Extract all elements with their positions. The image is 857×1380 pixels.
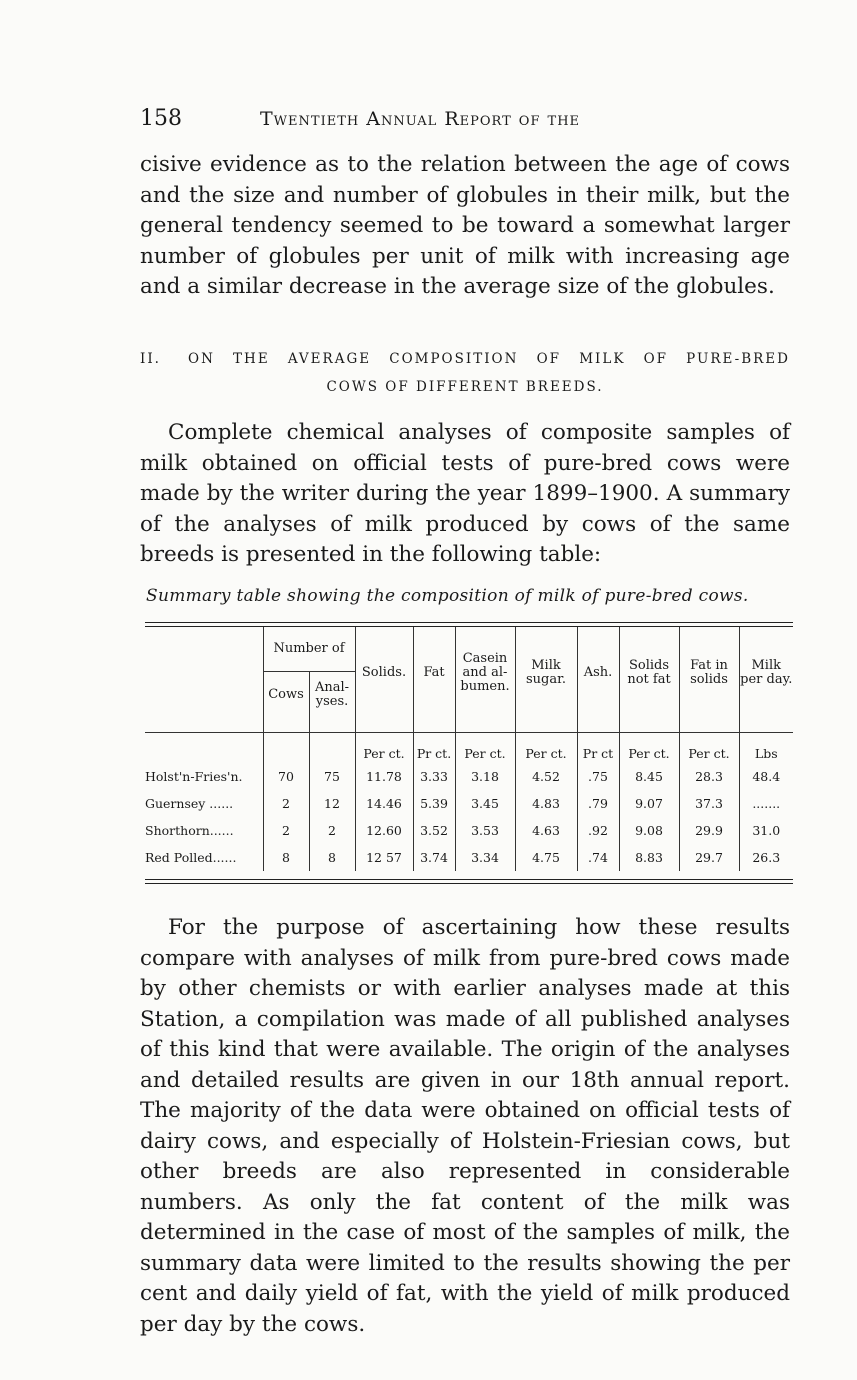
unit-solids: Per ct. — [355, 733, 413, 764]
casein-header: Casein and al-bumen. — [455, 627, 515, 718]
composition-table — [145, 627, 793, 871]
section-heading — [140, 345, 790, 401]
milk-per-day-cell: 31.0 — [739, 817, 793, 844]
cows-header: Cows — [263, 672, 309, 719]
breed-cell: Red Polled...... — [145, 850, 237, 865]
solids-not-fat-header: Solids not fat — [619, 627, 679, 718]
ash-cell: .75 — [577, 763, 619, 790]
analyses-cell: 8 — [309, 844, 355, 871]
paragraph-1: cisive evidence as to the relation between the age of cows and the size and number of globules in their milk, but the general tendency seemed to be toward a somewhat larger number of globules per unit of milk with increasing age and a similar decrease in the average size of the globules. — [140, 152, 790, 299]
ash-header: Ash. — [577, 627, 619, 718]
analyses-cell: 12 — [309, 790, 355, 817]
table-row — [145, 790, 793, 817]
analyses-cell: 75 — [309, 763, 355, 790]
milk-per-day-header: Milk per day. — [739, 627, 793, 718]
table-bottom-rule — [145, 879, 793, 880]
paragraph-2: Complete chemical analyses of composite samples of milk obtained on official tests of pure-bred cows were made by the writer during the year 1899–1900. A summary of the analyses of milk produced by cows of the same breeds is presented in the following table: — [140, 420, 790, 567]
units-row — [145, 733, 793, 764]
analyses-header: Anal-yses. — [309, 672, 355, 719]
casein-cell: 3.34 — [455, 844, 515, 871]
solids-cell: 12.60 — [355, 817, 413, 844]
fat-header: Fat — [413, 627, 455, 718]
solids-not-fat-cell: 9.08 — [619, 817, 679, 844]
table-bottom-rule-outer — [145, 883, 793, 884]
section-number: II. — [140, 351, 161, 367]
section-title-line-2: COWS OF DIFFERENT BREEDS. — [326, 379, 604, 395]
unit-casein: Per ct. — [455, 733, 515, 764]
unit-solids-not-fat: Per ct. — [619, 733, 679, 764]
solids-cell: 14.46 — [355, 790, 413, 817]
milk-sugar-header: Milk sugar. — [515, 627, 577, 718]
fat-in-solids-cell: 37.3 — [679, 790, 739, 817]
fat-in-solids-header: Fat in solids — [679, 627, 739, 718]
milk-sugar-cell: 4.83 — [515, 790, 577, 817]
ash-cell: .92 — [577, 817, 619, 844]
fat-in-solids-cell: 29.9 — [679, 817, 739, 844]
solids-cell: 11.78 — [355, 763, 413, 790]
unit-fat-in-solids: Per ct. — [679, 733, 739, 764]
page-header — [140, 106, 660, 136]
milk-per-day-cell: 48.4 — [739, 763, 793, 790]
breed-cell: Shorthorn...... — [145, 823, 234, 838]
ash-cell: .74 — [577, 844, 619, 871]
fat-in-solids-cell: 29.7 — [679, 844, 739, 871]
breed-header — [145, 627, 263, 718]
number-of-header: Number of — [263, 627, 355, 672]
paragraph-3: For the purpose of ascertaining how these results compare with analyses of milk from pure-bred cows made by other chemists or with earlier analyses made at this Station, a compilation was made of all published analyses of this kind that were available. The origin of the analyses and detailed results are given in our 18th annual report. The majority of the data were obtained on official tests of dairy cows, and especially of Holstein-Friesian cows, but other breeds are also represented in considerable numbers. As only the fat content of the milk was determined in the case of most of the samples of milk, the summary data were limited to the results showing the per cent and daily yield of fat, with the yield of milk produced per day by the cows. — [140, 915, 790, 1337]
fat-cell: 5.39 — [413, 790, 455, 817]
solids-cell: 12 57 — [355, 844, 413, 871]
fat-cell: 3.74 — [413, 844, 455, 871]
unit-ash: Pr ct — [577, 733, 619, 764]
unit-fat: Pr ct. — [413, 733, 455, 764]
solids-not-fat-cell: 8.45 — [619, 763, 679, 790]
fat-cell: 3.33 — [413, 763, 455, 790]
analyses-cell: 2 — [309, 817, 355, 844]
unit-milk-sugar: Per ct. — [515, 733, 577, 764]
milk-sugar-cell: 4.63 — [515, 817, 577, 844]
breed-cell: Holst'n-Fries'n. — [145, 769, 243, 784]
header-row-1 — [145, 627, 793, 672]
casein-cell: 3.18 — [455, 763, 515, 790]
solids-not-fat-cell: 9.07 — [619, 790, 679, 817]
fat-cell: 3.52 — [413, 817, 455, 844]
casein-cell: 3.45 — [455, 790, 515, 817]
milk-sugar-cell: 4.52 — [515, 763, 577, 790]
table-top-rule — [145, 622, 793, 623]
running-head: Twentieth Annual Report of the — [260, 108, 581, 130]
table-caption: Summary table showing the composition of milk of pure-bred cows. — [146, 586, 749, 606]
breed-cell: Guernsey ...... — [145, 796, 234, 811]
table-row — [145, 817, 793, 844]
table-row — [145, 763, 793, 790]
summary-table — [145, 622, 793, 884]
section-title-line-1: ON THE AVERAGE COMPOSITION OF MILK OF PURE-BRED — [188, 351, 790, 367]
cows-cell: 2 — [263, 817, 309, 844]
ash-cell: .79 — [577, 790, 619, 817]
milk-per-day-cell: 26.3 — [739, 844, 793, 871]
unit-milk-per-day: Lbs — [739, 733, 793, 764]
page-number: 158 — [140, 106, 182, 131]
solids-header: Solids. — [355, 627, 413, 718]
casein-cell: 3.53 — [455, 817, 515, 844]
cows-cell: 70 — [263, 763, 309, 790]
header-rule-row — [145, 718, 793, 733]
table-row — [145, 844, 793, 871]
milk-per-day-cell: ....... — [739, 790, 793, 817]
fat-in-solids-cell: 28.3 — [679, 763, 739, 790]
milk-sugar-cell: 4.75 — [515, 844, 577, 871]
cows-cell: 2 — [263, 790, 309, 817]
solids-not-fat-cell: 8.83 — [619, 844, 679, 871]
cows-cell: 8 — [263, 844, 309, 871]
